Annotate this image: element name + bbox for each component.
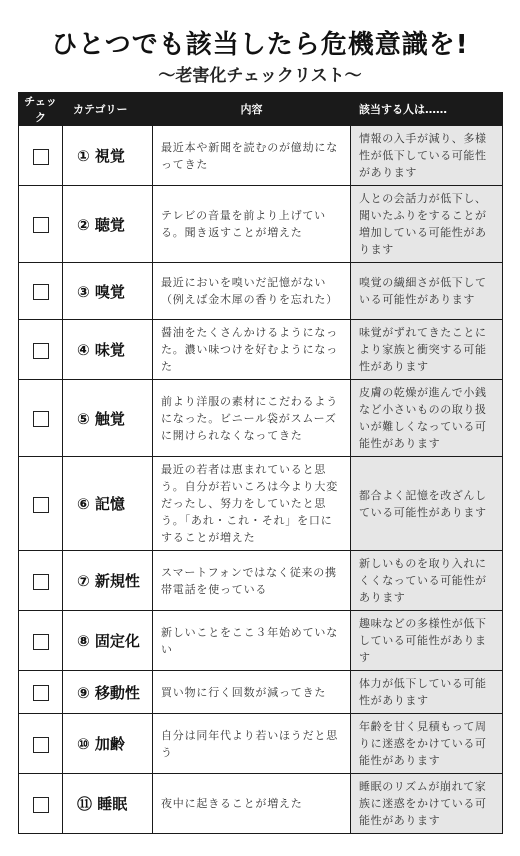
category-cell: ⑥ 記憶 — [63, 457, 153, 551]
description-cell: スマートフォンではなく従来の携帯電話を使っている — [153, 551, 351, 611]
result-cell: 趣味などの多様性が低下している可能性があります — [351, 611, 503, 671]
description-cell: 最近においを嗅いだ記憶がない（例えば金木犀の香りを忘れた） — [153, 263, 351, 320]
checkbox[interactable] — [33, 497, 49, 513]
checkbox-cell — [19, 457, 63, 551]
category-cell: ⑤ 触覚 — [63, 380, 153, 457]
category-cell: ⑦ 新規性 — [63, 551, 153, 611]
checkbox[interactable] — [33, 737, 49, 753]
header-category: カテゴリー — [63, 93, 153, 126]
table-row — [19, 551, 503, 611]
category-cell: ① 視覚 — [63, 126, 153, 186]
table-row — [19, 263, 503, 320]
result-cell: 皮膚の乾燥が進んで小銭など小さいものの取り扱いが難しくなっている可能性があります — [351, 380, 503, 457]
checkbox[interactable] — [33, 797, 49, 813]
checkbox[interactable] — [33, 284, 49, 300]
checkbox-cell — [19, 263, 63, 320]
description-cell: 最近の若者は恵まれていると思う。自分が若いころは今より大変だったし、努力をしていたと思う。「あれ・これ・それ」を口にすることが増えた — [153, 457, 351, 551]
checkbox-cell — [19, 714, 63, 774]
header-who: 該当する人は…… — [351, 93, 503, 126]
checkbox[interactable] — [33, 149, 49, 165]
result-cell: 年齢を甘く見積もって周りに迷惑をかけている可能性があります — [351, 714, 503, 774]
checkbox[interactable] — [33, 685, 49, 701]
header-check: チェック — [19, 93, 63, 126]
checkbox-cell — [19, 320, 63, 380]
checkbox-cell — [19, 774, 63, 834]
page-subtitle: 〜老害化チェックリスト〜 — [158, 66, 362, 86]
checklist-table — [18, 92, 503, 834]
table-row — [19, 774, 503, 834]
category-cell: ⑩ 加齢 — [63, 714, 153, 774]
result-cell: 都合よく記憶を改ざんしている可能性があります — [351, 457, 503, 551]
table-row — [19, 457, 503, 551]
table-row — [19, 320, 503, 380]
checkbox-cell — [19, 186, 63, 263]
header-content: 内容 — [153, 93, 351, 126]
description-cell: 前より洋服の素材にこだわるようになった。ビニール袋がスムーズに開けられなくなってきた — [153, 380, 351, 457]
table-header-row — [19, 93, 503, 126]
category-cell: ④ 味覚 — [63, 320, 153, 380]
result-cell: 睡眠のリズムが崩れて家族に迷惑をかけている可能性があります — [351, 774, 503, 834]
result-cell: 情報の入手が減り、多様性が低下している可能性があります — [351, 126, 503, 186]
checkbox-cell — [19, 380, 63, 457]
description-cell: 新しいことをここ３年始めていない — [153, 611, 351, 671]
result-cell: 新しいものを取り入れにくくなっている可能性があります — [351, 551, 503, 611]
description-cell: 自分は同年代より若いほうだと思う — [153, 714, 351, 774]
table-row — [19, 186, 503, 263]
category-cell: ⑧ 固定化 — [63, 611, 153, 671]
checkbox[interactable] — [33, 634, 49, 650]
checkbox[interactable] — [33, 343, 49, 359]
category-cell: ② 聴覚 — [63, 186, 153, 263]
table-row — [19, 714, 503, 774]
description-cell: 買い物に行く回数が減ってきた — [153, 671, 351, 714]
checkbox[interactable] — [33, 574, 49, 590]
description-cell: 夜中に起きることが増えた — [153, 774, 351, 834]
result-cell: 嗅覚の繊細さが低下している可能性があります — [351, 263, 503, 320]
description-cell: 最近本や新聞を読むのが億劫になってきた — [153, 126, 351, 186]
table-row — [19, 671, 503, 714]
description-cell: テレビの音量を前より上げている。聞き返すことが増えた — [153, 186, 351, 263]
result-cell: 味覚がずれてきたことにより家族と衝突する可能性があります — [351, 320, 503, 380]
page-title: ひとつでも該当したら危機意識を! — [51, 30, 469, 60]
checkbox-cell — [19, 126, 63, 186]
table-row — [19, 126, 503, 186]
table-row — [19, 611, 503, 671]
result-cell: 人との会話力が低下し、聞いたふりをすることが増加している可能性があります — [351, 186, 503, 263]
category-cell: ⑨ 移動性 — [63, 671, 153, 714]
category-cell: ③ 嗅覚 — [63, 263, 153, 320]
checkbox[interactable] — [33, 217, 49, 233]
checkbox-cell — [19, 611, 63, 671]
table-row — [19, 380, 503, 457]
description-cell: 醤油をたくさんかけるようになった。濃い味つけを好むようになった — [153, 320, 351, 380]
checkbox[interactable] — [33, 411, 49, 427]
category-cell: ⑪ 睡眠 — [63, 774, 153, 834]
checkbox-cell — [19, 671, 63, 714]
checkbox-cell — [19, 551, 63, 611]
result-cell: 体力が低下している可能性があります — [351, 671, 503, 714]
